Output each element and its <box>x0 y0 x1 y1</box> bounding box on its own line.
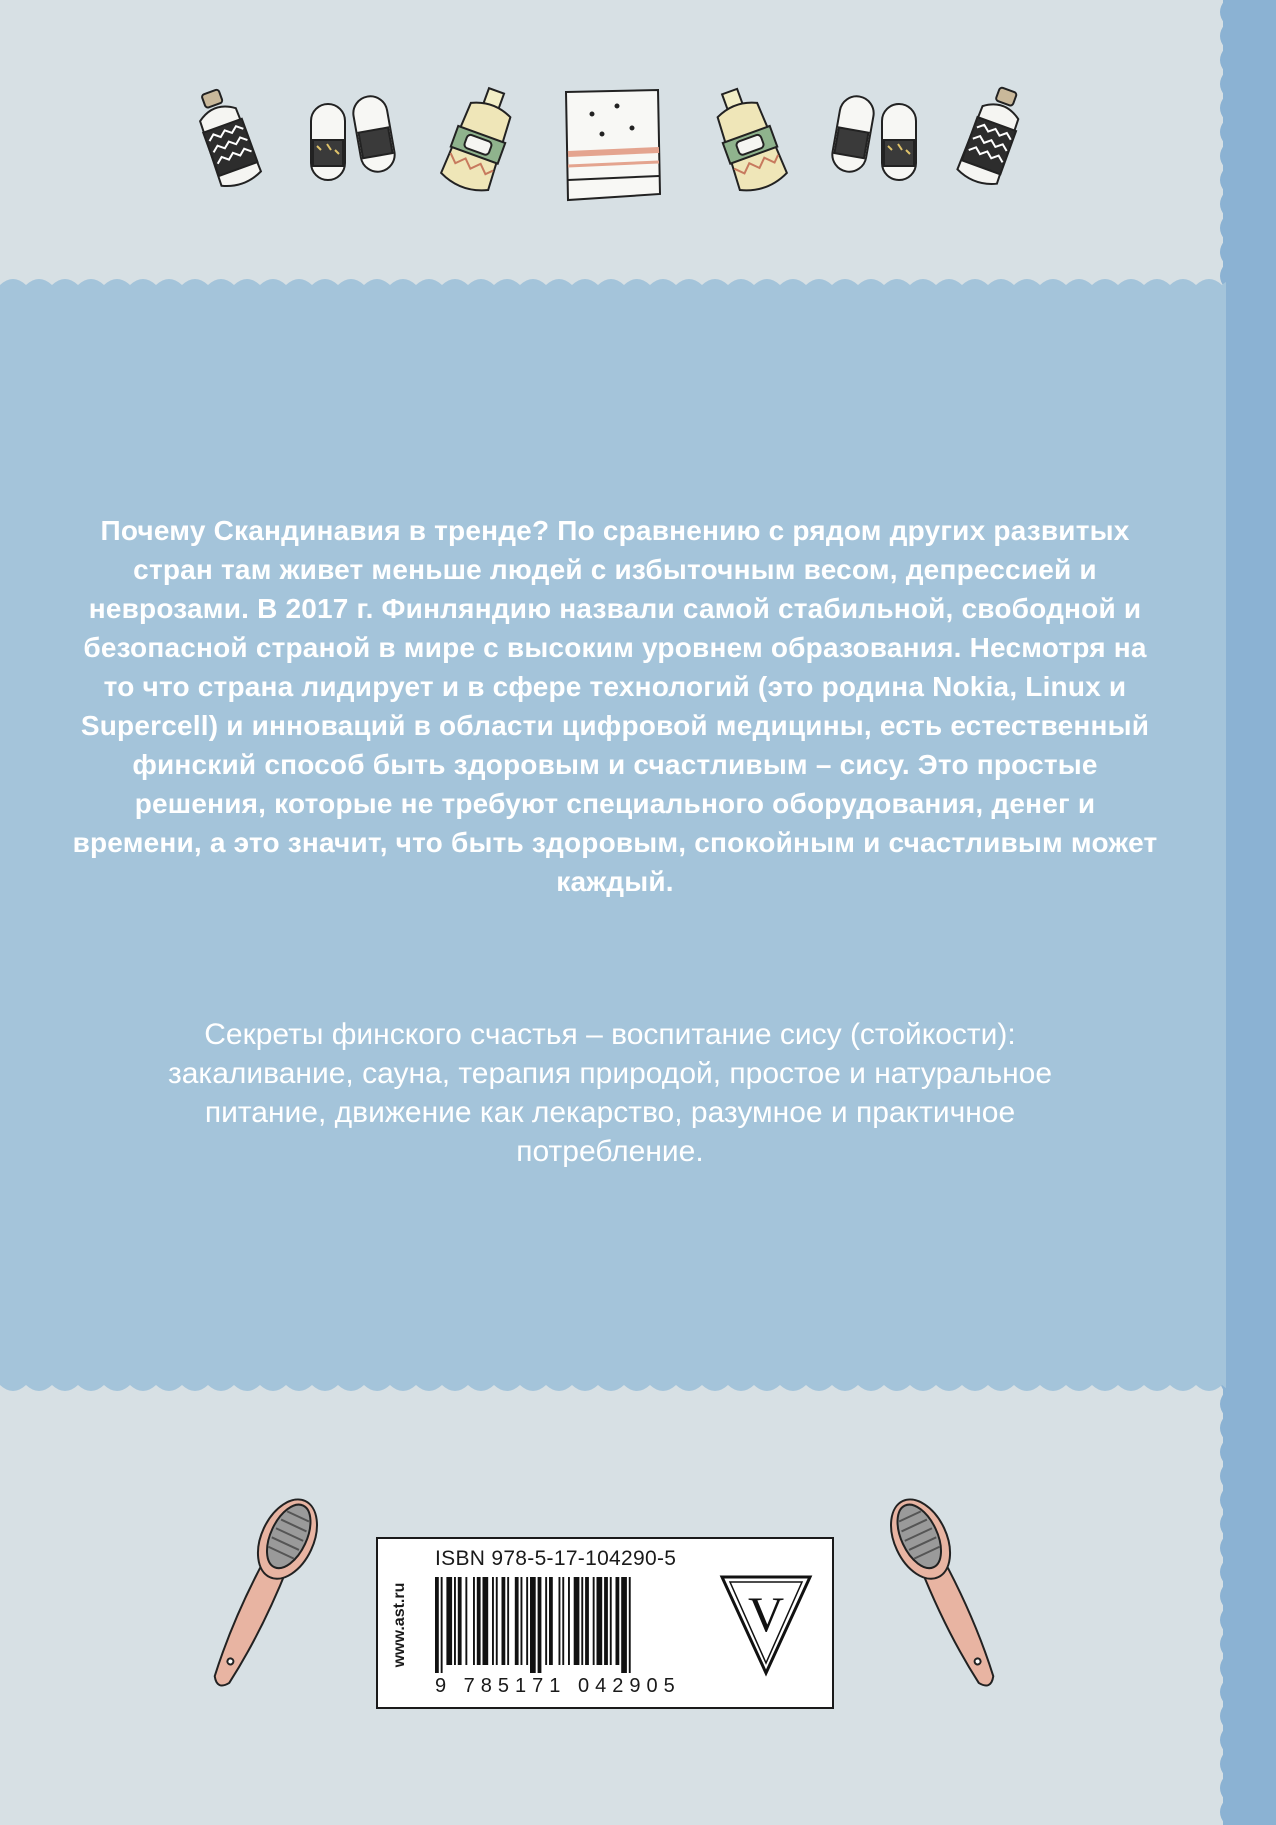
barcode-bar <box>483 1577 489 1665</box>
book-spine <box>1223 0 1276 1825</box>
barcode-bar <box>568 1577 570 1665</box>
barcode-bar <box>610 1577 612 1665</box>
barcode-bar <box>597 1577 603 1665</box>
barcode-bar <box>559 1577 561 1665</box>
barcode-bar <box>465 1577 467 1665</box>
shampoo-bottle-icon <box>706 86 792 198</box>
barcode-bar <box>502 1577 506 1665</box>
slippers-icon <box>305 94 409 184</box>
barcode-bar <box>549 1577 553 1665</box>
barcode-bar <box>496 1577 498 1665</box>
barcode-bar <box>441 1577 443 1673</box>
bottle-icon <box>956 84 1032 194</box>
barcode-bar <box>526 1577 528 1665</box>
publisher-logo-letter: V <box>747 1586 785 1642</box>
barcode-bar <box>581 1577 583 1665</box>
barcode-bar <box>629 1577 631 1673</box>
publisher-logo <box>716 1569 816 1681</box>
barcode-bar <box>458 1577 462 1665</box>
barcode-bar <box>593 1577 595 1665</box>
barcode-bar <box>574 1577 580 1665</box>
scalloped-edge-top <box>0 275 1226 295</box>
towel-icon <box>562 84 664 208</box>
publisher-website: www.ast.ru <box>391 1582 408 1668</box>
barcode-bar <box>446 1577 452 1665</box>
barcode-bar <box>507 1577 509 1665</box>
ean-digits: 9 785171 042905 <box>435 1675 681 1697</box>
barcode-box <box>376 1537 834 1709</box>
barcode-bar <box>435 1577 439 1673</box>
brush-icon <box>888 1488 1008 1708</box>
barcode-bar <box>616 1577 620 1665</box>
barcode-bar <box>492 1577 494 1665</box>
bottle-icon <box>192 84 268 194</box>
barcode-bar <box>562 1577 564 1665</box>
isbn-number: ISBN 978-5-17-104290-5 <box>435 1547 677 1570</box>
brush-icon <box>200 1488 320 1708</box>
barcode-bar <box>585 1577 589 1665</box>
barcode-bar <box>545 1577 547 1665</box>
barcode-bar <box>454 1577 456 1665</box>
barcode-bar <box>538 1577 542 1673</box>
scalloped-edge-bottom <box>0 1375 1226 1395</box>
barcode-bar <box>521 1577 523 1665</box>
slippers-icon <box>820 94 924 184</box>
barcode <box>435 1577 695 1673</box>
shampoo-bottle-icon <box>436 86 522 198</box>
secondary-description: Секреты финского счастья – воспитание сису (стойкости): закаливание, сауна, терапия природой, простое и натуральное питание, движение как лекарство, разумное и практичное потребление. <box>167 1018 1053 1168</box>
barcode-bar <box>621 1577 627 1673</box>
barcode-bar <box>530 1577 536 1673</box>
barcode-bar <box>473 1577 475 1665</box>
barcode-bar <box>477 1577 481 1665</box>
main-description: Почему Скандинавия в тренде? По сравнению с рядом других развитых стран там живет меньше людей с избыточным весом, депрессией и неврозами. В 2017 г. Финляндию назвали самой стабильной, свободной и безопасной страной в мире с высоким уровнем образования. Несмотря на то что страна лидирует и в сфере технологий (это родина Nokia, Linux и Supercell) и инноваций в области цифровой медицины, есть естественный финский способ быть здоровым и счастливым – сису. Это простые решения, которые не требуют специального оборудования, денег и времени, а это значит, что быть здоровым, спокойным и счастливым может каждый. <box>72 515 1158 897</box>
barcode-bar <box>515 1577 519 1665</box>
barcode-bar <box>604 1577 608 1665</box>
